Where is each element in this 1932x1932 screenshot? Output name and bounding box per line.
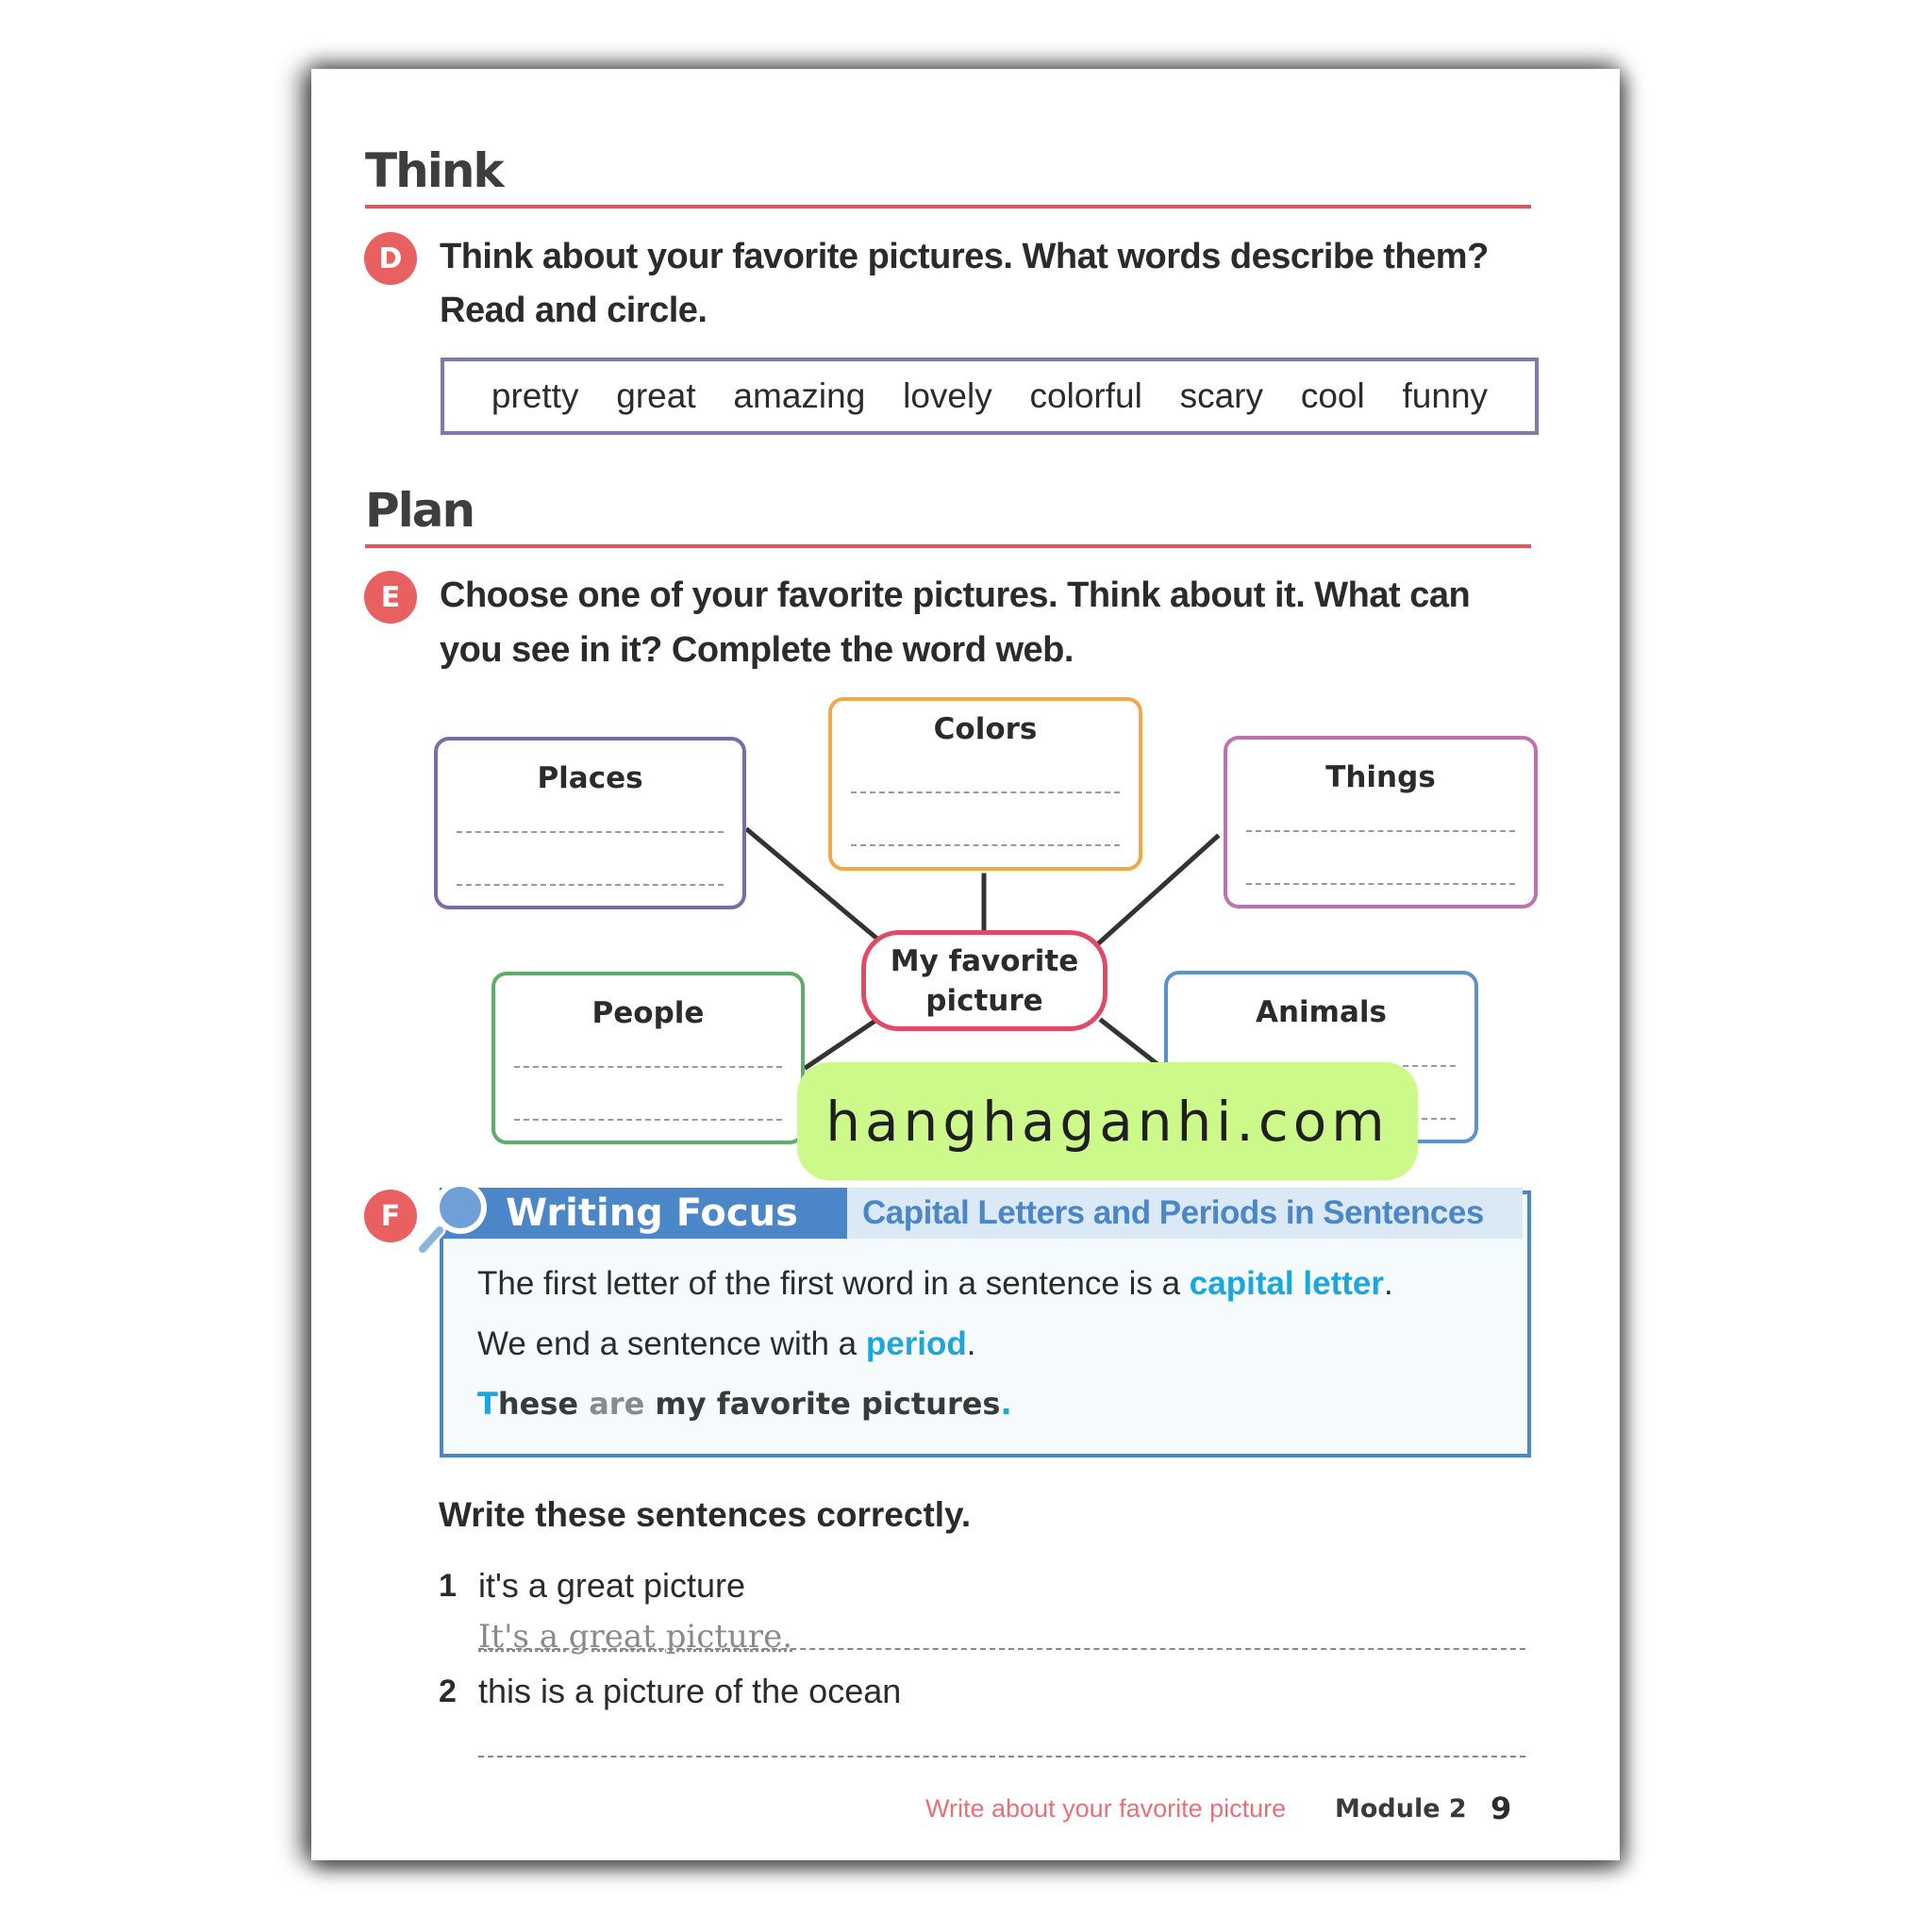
word-option[interactable]: cool (1300, 376, 1365, 415)
writing-focus-title: Writing Focus (440, 1188, 847, 1239)
web-node-label: Places (537, 761, 643, 795)
word-option[interactable]: lovely (903, 376, 992, 415)
watermark: hanghaganhi.com (797, 1062, 1418, 1180)
word-option[interactable]: colorful (1029, 376, 1142, 415)
example-capital: T (477, 1386, 498, 1422)
word-option[interactable]: great (616, 376, 696, 415)
writing-focus-subtitle: Capital Letters and Periods in Sentences (847, 1188, 1523, 1239)
word-option[interactable]: funny (1402, 376, 1489, 415)
rule-period: We end a sentence with a period. (477, 1325, 976, 1362)
center-label-line2: picture (925, 983, 1043, 1018)
activity-e-instruction-line2: you see in it? Complete the word web. (440, 630, 1074, 670)
write-line[interactable] (851, 791, 1120, 793)
web-node-label: Colors (933, 712, 1038, 746)
think-heading: Think (365, 143, 503, 198)
highlight-capital-letter: capital letter (1189, 1265, 1384, 1302)
word-option[interactable]: scary (1179, 376, 1264, 415)
activity-d-instruction-line1: Think about your favorite pictures. What words describe them? (440, 237, 1489, 276)
example-period: . (1000, 1386, 1012, 1422)
word-option[interactable]: pretty (491, 376, 579, 415)
exercise-instruction: Write these sentences correctly. (439, 1495, 972, 1534)
activity-e-badge: E (364, 571, 417, 624)
web-center-node (861, 930, 1108, 1031)
activity-f-badge: F (364, 1190, 417, 1242)
page-number: 9 (1491, 1790, 1512, 1826)
plan-divider (365, 544, 1531, 548)
web-node-label: Things (1325, 760, 1436, 794)
highlight-period: period (865, 1325, 967, 1362)
item-number: 1 (439, 1568, 457, 1604)
rule-capital-letter: The first letter of the first word in a sentence is a capital letter. (477, 1265, 1393, 1302)
word-option[interactable]: amazing (733, 376, 866, 415)
web-node-places (434, 737, 746, 909)
activity-d-instruction-line2: Read and circle. (440, 291, 708, 330)
connector-colors (982, 874, 987, 933)
web-node-label: People (591, 996, 705, 1030)
answer-line[interactable] (478, 1648, 1525, 1650)
item-number: 2 (439, 1674, 457, 1709)
word-bank (441, 358, 1539, 435)
activity-d-badge: D (364, 232, 417, 285)
item-answer[interactable]: It's a great picture. (478, 1618, 793, 1656)
write-line[interactable] (457, 884, 724, 886)
write-line[interactable] (514, 1119, 782, 1121)
think-divider (365, 205, 1531, 208)
write-line[interactable] (1246, 830, 1515, 832)
web-node-label: Animals (1256, 995, 1387, 1029)
item-prompt: this is a picture of the ocean (478, 1672, 902, 1710)
write-line[interactable] (457, 831, 724, 833)
web-node-colors (828, 697, 1142, 871)
item-prompt: it's a great picture (478, 1566, 746, 1605)
web-node-people (491, 972, 805, 1144)
answer-line[interactable] (478, 1756, 1525, 1757)
magnifier-icon (411, 1174, 502, 1264)
center-label-line1: My favorite (890, 943, 1079, 978)
write-line[interactable] (851, 844, 1120, 846)
web-node-things (1224, 736, 1538, 908)
footer-module: Module 2 (1335, 1794, 1467, 1824)
activity-e-instruction-line1: Choose one of your favorite pictures. Think about it. What can (440, 575, 1471, 615)
write-line[interactable] (1246, 883, 1515, 885)
footer-lesson-title: Write about your favorite picture (925, 1794, 1287, 1823)
example-sentence: These are my favorite pictures. (477, 1386, 1012, 1422)
write-line[interactable] (514, 1066, 782, 1068)
plan-heading: Plan (365, 483, 475, 538)
